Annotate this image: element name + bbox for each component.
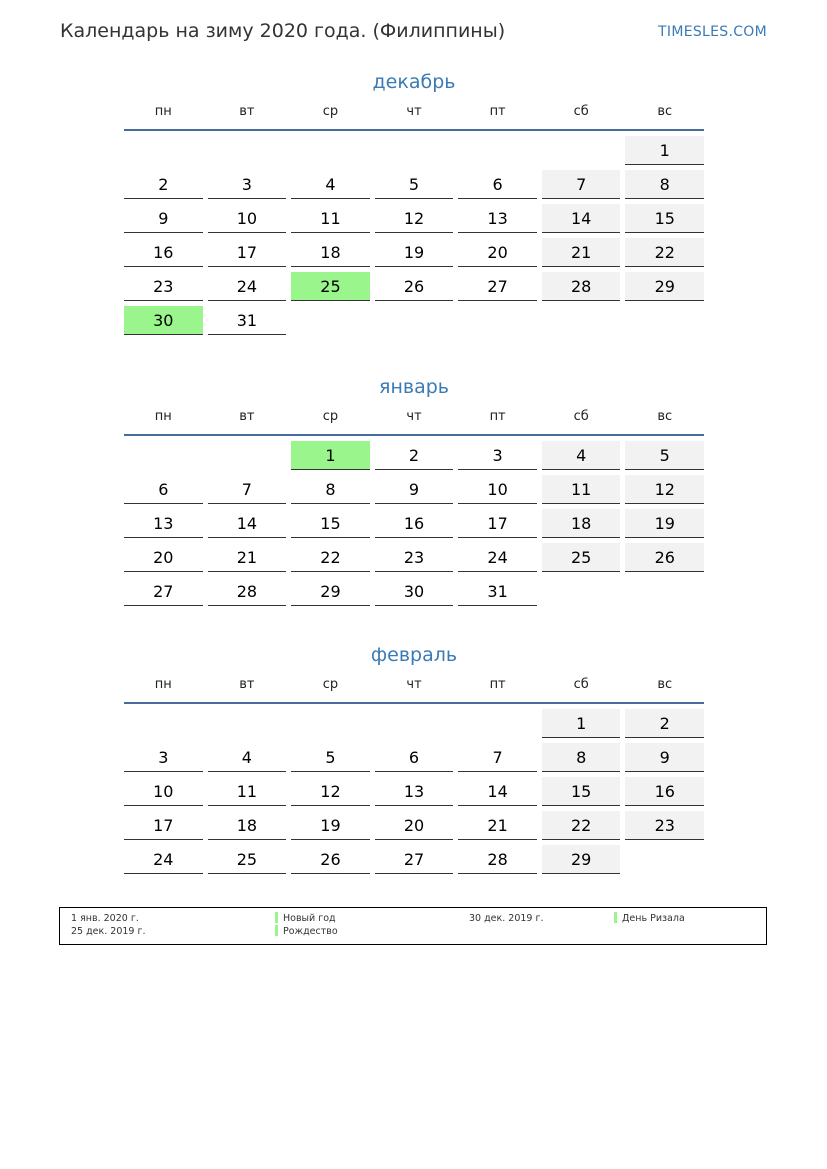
- day-cell: 15: [542, 777, 621, 806]
- day-cell: 20: [375, 811, 454, 840]
- empty-day-cell: [542, 577, 621, 606]
- week-row: [124, 238, 704, 267]
- weekday-label: пн: [154, 104, 172, 119]
- day-cell: 1: [291, 441, 370, 470]
- day-cell: 16: [625, 777, 704, 806]
- month-january: [124, 373, 704, 611]
- weekday-label: пт: [489, 409, 506, 424]
- week-row: [124, 845, 704, 874]
- day-cell: 24: [124, 845, 203, 874]
- day-cell: 29: [625, 272, 704, 301]
- day-cell: 1: [542, 709, 621, 738]
- week-row: [124, 475, 704, 504]
- day-cell: 6: [458, 170, 537, 199]
- week-row: [124, 441, 704, 470]
- day-cell: 8: [542, 743, 621, 772]
- day-cell: 18: [542, 509, 621, 538]
- legend-date: 30 дек. 2019 г.: [469, 913, 544, 924]
- month-name: декабрь: [372, 71, 456, 93]
- day-cell: 15: [625, 204, 704, 233]
- empty-day-cell: [291, 306, 370, 335]
- weekday-label: пт: [489, 677, 506, 692]
- day-cell: 23: [124, 272, 203, 301]
- weekday-label: вт: [239, 104, 255, 119]
- weekday-header: [124, 407, 704, 436]
- empty-day-cell: [291, 136, 370, 165]
- day-cell: 9: [625, 743, 704, 772]
- day-cell: 20: [458, 238, 537, 267]
- weekday-label: ср: [322, 409, 339, 424]
- week-row: [124, 743, 704, 772]
- legend-holiday: [275, 926, 338, 937]
- legend-holiday: [614, 913, 685, 924]
- day-grid: [124, 136, 704, 335]
- day-cell: 21: [208, 543, 287, 572]
- empty-day-cell: [208, 136, 287, 165]
- day-cell: 6: [375, 743, 454, 772]
- legend-holiday: [275, 913, 336, 924]
- day-cell: 19: [625, 509, 704, 538]
- day-cell: 2: [375, 441, 454, 470]
- day-cell: 4: [291, 170, 370, 199]
- day-cell: 11: [291, 204, 370, 233]
- week-row: [124, 272, 704, 301]
- empty-day-cell: [625, 845, 704, 874]
- day-cell: 14: [542, 204, 621, 233]
- day-cell: 24: [208, 272, 287, 301]
- day-cell: 17: [208, 238, 287, 267]
- legend-date: 1 янв. 2020 г.: [71, 913, 139, 924]
- empty-day-cell: [375, 136, 454, 165]
- day-cell: 21: [458, 811, 537, 840]
- week-row: [124, 306, 704, 335]
- weekday-label: вт: [239, 677, 255, 692]
- day-cell: 26: [625, 543, 704, 572]
- day-cell: 12: [625, 475, 704, 504]
- week-row: [124, 811, 704, 840]
- day-cell: 18: [208, 811, 287, 840]
- day-cell: 10: [124, 777, 203, 806]
- day-cell: 15: [291, 509, 370, 538]
- day-cell: 26: [291, 845, 370, 874]
- day-grid: [124, 709, 704, 874]
- day-cell: 28: [208, 577, 287, 606]
- day-cell: 19: [291, 811, 370, 840]
- day-cell: 28: [542, 272, 621, 301]
- day-cell: 16: [124, 238, 203, 267]
- site-logo-link[interactable]: TIMESLES.COM: [658, 24, 767, 40]
- day-cell: 9: [375, 475, 454, 504]
- day-cell: 25: [542, 543, 621, 572]
- day-cell: 29: [291, 577, 370, 606]
- day-cell: 23: [375, 543, 454, 572]
- day-cell: 29: [542, 845, 621, 874]
- day-cell: 9: [124, 204, 203, 233]
- day-grid: [124, 441, 704, 606]
- weekday-label: вс: [657, 409, 673, 424]
- day-cell: 8: [291, 475, 370, 504]
- weekday-label: пн: [154, 409, 172, 424]
- day-cell: 27: [124, 577, 203, 606]
- week-row: [124, 509, 704, 538]
- weekday-label: вс: [657, 677, 673, 692]
- day-cell: 10: [458, 475, 537, 504]
- day-cell: 13: [458, 204, 537, 233]
- day-cell: 27: [375, 845, 454, 874]
- day-cell: 2: [124, 170, 203, 199]
- day-cell: 2: [625, 709, 704, 738]
- weekday-label: вт: [239, 409, 255, 424]
- empty-day-cell: [124, 441, 203, 470]
- day-cell: 28: [458, 845, 537, 874]
- weekday-label: ср: [322, 677, 339, 692]
- weekday-header: [124, 675, 704, 704]
- week-row: [124, 204, 704, 233]
- holiday-legend: [59, 907, 767, 945]
- holiday-marker: [275, 912, 278, 923]
- day-cell: 20: [124, 543, 203, 572]
- week-row: [124, 170, 704, 199]
- day-cell: 25: [291, 272, 370, 301]
- day-cell: 5: [625, 441, 704, 470]
- day-cell: 14: [208, 509, 287, 538]
- legend-name: Рождество: [283, 926, 338, 937]
- day-cell: 5: [375, 170, 454, 199]
- week-row: [124, 577, 704, 606]
- empty-day-cell: [375, 709, 454, 738]
- day-cell: 3: [458, 441, 537, 470]
- day-cell: 3: [208, 170, 287, 199]
- day-cell: 22: [542, 811, 621, 840]
- empty-day-cell: [625, 306, 704, 335]
- day-cell: 26: [375, 272, 454, 301]
- weekday-header: [124, 102, 704, 131]
- day-cell: 27: [458, 272, 537, 301]
- day-cell: 17: [124, 811, 203, 840]
- day-cell: 1: [625, 136, 704, 165]
- day-cell: 17: [458, 509, 537, 538]
- empty-day-cell: [542, 136, 621, 165]
- week-row: [124, 777, 704, 806]
- weekday-label: чт: [406, 677, 422, 692]
- day-cell: 7: [542, 170, 621, 199]
- weekday-label: вс: [657, 104, 673, 119]
- day-cell: 4: [208, 743, 287, 772]
- day-cell: 7: [458, 743, 537, 772]
- legend-name: Новый год: [283, 913, 336, 924]
- week-row: [124, 543, 704, 572]
- legend-name: День Ризала: [622, 913, 685, 924]
- empty-day-cell: [375, 306, 454, 335]
- weekday-label: чт: [406, 104, 422, 119]
- month-february: [124, 641, 704, 879]
- day-cell: 22: [625, 238, 704, 267]
- day-cell: 10: [208, 204, 287, 233]
- weekday-label: сб: [573, 104, 589, 119]
- day-cell: 13: [375, 777, 454, 806]
- day-cell: 13: [124, 509, 203, 538]
- weekday-label: пт: [489, 104, 506, 119]
- empty-day-cell: [458, 136, 537, 165]
- day-cell: 16: [375, 509, 454, 538]
- day-cell: 31: [208, 306, 287, 335]
- holiday-marker: [275, 925, 278, 936]
- empty-day-cell: [291, 709, 370, 738]
- day-cell: 25: [208, 845, 287, 874]
- day-cell: 19: [375, 238, 454, 267]
- day-cell: 7: [208, 475, 287, 504]
- day-cell: 30: [375, 577, 454, 606]
- day-cell: 12: [375, 204, 454, 233]
- empty-day-cell: [625, 577, 704, 606]
- empty-day-cell: [124, 709, 203, 738]
- empty-day-cell: [458, 709, 537, 738]
- month-name: февраль: [370, 644, 458, 666]
- page-title: Календарь на зиму 2020 года. (Филиппины): [60, 20, 506, 42]
- day-cell: 31: [458, 577, 537, 606]
- empty-day-cell: [208, 709, 287, 738]
- empty-day-cell: [458, 306, 537, 335]
- empty-day-cell: [124, 136, 203, 165]
- weekday-label: сб: [573, 677, 589, 692]
- weekday-label: сб: [573, 409, 589, 424]
- weekday-label: ср: [322, 104, 339, 119]
- day-cell: 24: [458, 543, 537, 572]
- holiday-marker: [614, 912, 617, 923]
- day-cell: 6: [124, 475, 203, 504]
- day-cell: 14: [458, 777, 537, 806]
- day-cell: 18: [291, 238, 370, 267]
- empty-day-cell: [542, 306, 621, 335]
- day-cell: 11: [542, 475, 621, 504]
- month-name: январь: [379, 376, 449, 398]
- month-december: [124, 68, 704, 340]
- day-cell: 3: [124, 743, 203, 772]
- day-cell: 8: [625, 170, 704, 199]
- weekday-label: пн: [154, 677, 172, 692]
- day-cell: 22: [291, 543, 370, 572]
- day-cell: 21: [542, 238, 621, 267]
- weekday-label: чт: [406, 409, 422, 424]
- day-cell: 11: [208, 777, 287, 806]
- day-cell: 5: [291, 743, 370, 772]
- legend-date: 25 дек. 2019 г.: [71, 926, 146, 937]
- week-row: [124, 136, 704, 165]
- day-cell: 30: [124, 306, 203, 335]
- day-cell: 4: [542, 441, 621, 470]
- day-cell: 12: [291, 777, 370, 806]
- empty-day-cell: [208, 441, 287, 470]
- day-cell: 23: [625, 811, 704, 840]
- week-row: [124, 709, 704, 738]
